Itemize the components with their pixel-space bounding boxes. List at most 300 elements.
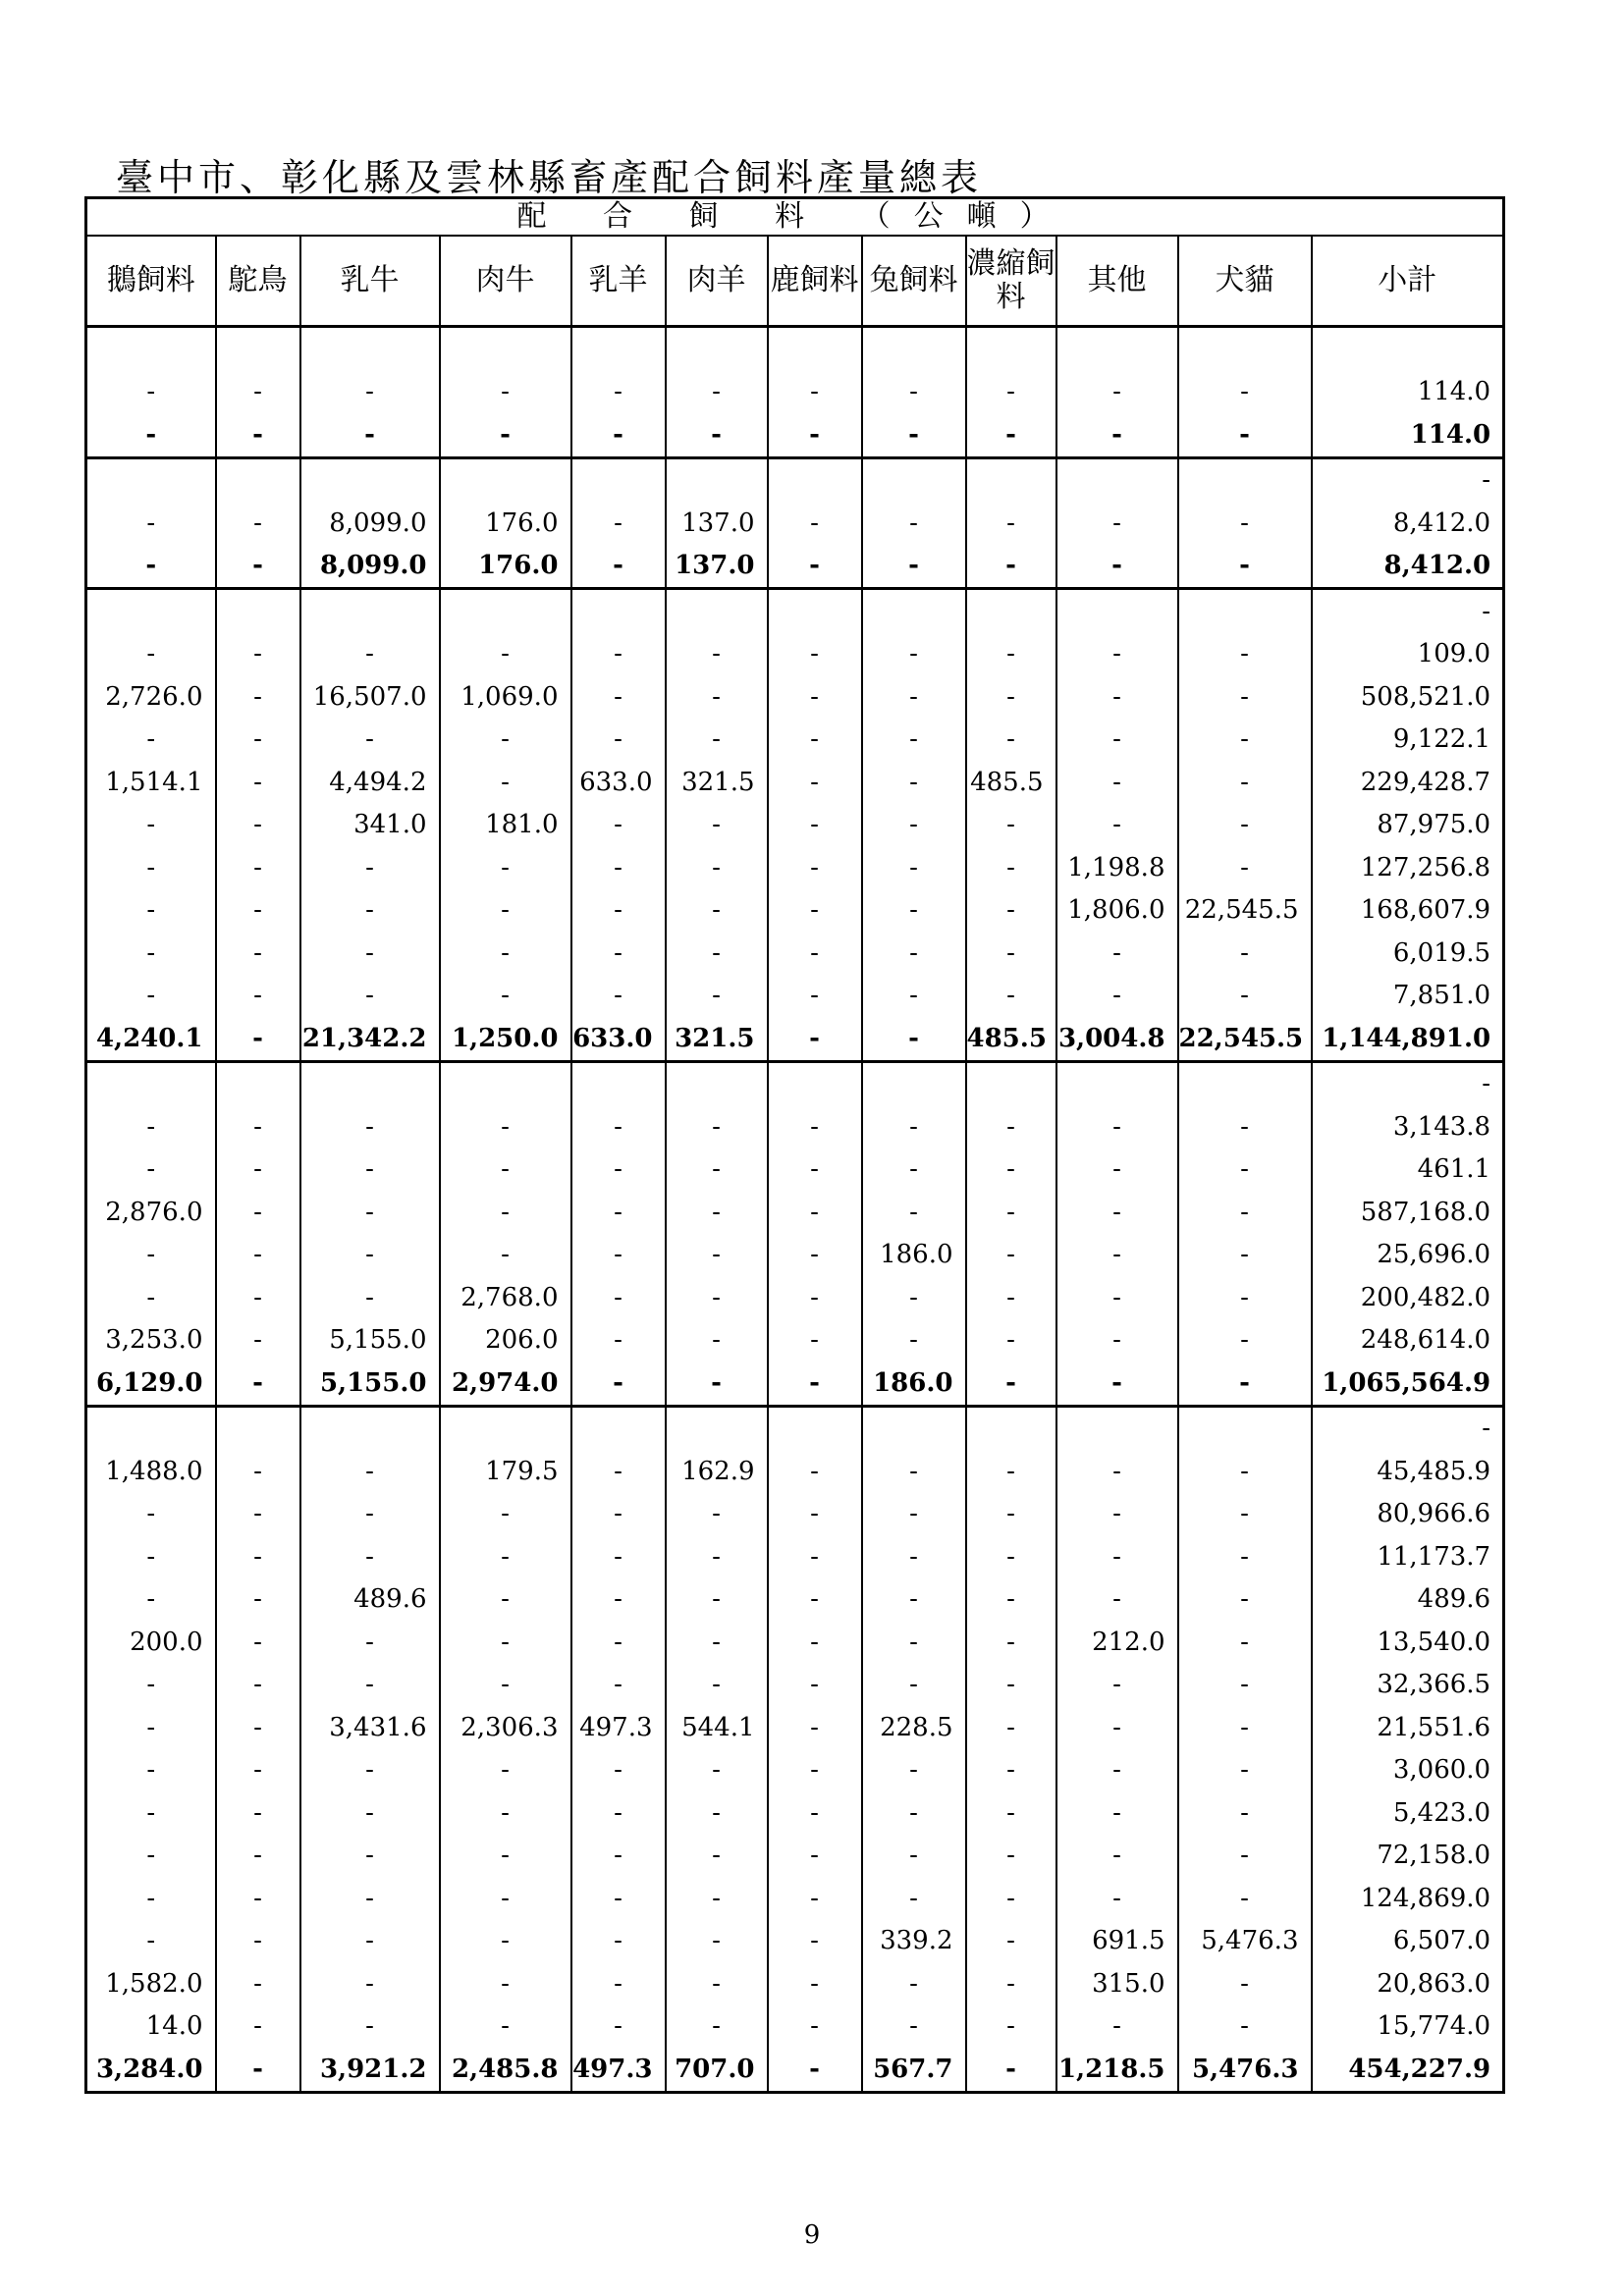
table-cell: - [216,633,300,676]
table-cell: 5,155.0 [300,1362,440,1406]
table-cell: - [1056,1535,1178,1578]
table-cell: - [300,1920,440,1963]
table-cell: - [768,1105,862,1148]
table-cell: - [768,1621,862,1664]
table-cell: 206.0 [440,1319,571,1362]
table-cell: - [966,1835,1056,1878]
table-cell: - [666,1835,768,1878]
table-cell: - [86,1234,216,1277]
table-cell: 1,065,564.9 [1312,1362,1504,1406]
table-cell: - [216,761,300,804]
table-cell: - [666,975,768,1018]
table-cell: - [440,1493,571,1536]
table-cell: - [1056,761,1178,804]
table-cell: - [216,1319,300,1362]
table-cell: - [300,1191,440,1234]
table-cell: - [966,719,1056,762]
table-cell: 2,768.0 [440,1276,571,1319]
table-cell: - [666,413,768,457]
table-cell: - [1178,1191,1312,1234]
table-cell: - [571,1362,666,1406]
table-cell: - [1056,1791,1178,1835]
table-cell: - [966,1877,1056,1920]
table-cell: 14.0 [86,2005,216,2049]
table-cell: - [571,1578,666,1622]
table-cell: - [86,889,216,933]
table-cell: 4,240.1 [86,1017,216,1061]
table-cell: 5,476.3 [1178,1920,1312,1963]
table-cell: - [1178,761,1312,804]
table-cell: - [571,2005,666,2049]
table-cell: - [216,1234,300,1277]
table-cell [1056,1406,1178,1450]
table-cell: 2,876.0 [86,1191,216,1234]
table-cell: - [666,1920,768,1963]
table-cell [862,589,966,633]
table-cell: - [86,846,216,889]
subtotal-row [86,413,1504,457]
table-cell: - [86,719,216,762]
table-row [86,1578,1504,1622]
table-cell: - [216,1664,300,1707]
table-cell: - [1056,545,1178,589]
table-cell: - [862,975,966,1018]
table-cell: - [966,889,1056,933]
table-cell [768,1406,862,1450]
table-cell: 485.5 [966,1017,1056,1061]
table-cell: 162.9 [666,1450,768,1493]
table-row [86,675,1504,719]
table-cell: - [768,1234,862,1277]
table-cell: 21,551.6 [1312,1706,1504,1749]
column-header-row [86,236,1504,327]
table-cell: - [1312,589,1504,633]
table-cell [571,327,666,371]
table-cell: - [571,1276,666,1319]
table-cell [1056,327,1178,371]
table-cell: - [1056,1493,1178,1536]
table-cell: - [862,846,966,889]
table-cell: - [440,1621,571,1664]
subtotal-row [86,1362,1504,1406]
table-cell: - [1056,502,1178,545]
table-cell: 137.0 [666,545,768,589]
table-cell: 1,069.0 [440,675,571,719]
table-cell [666,327,768,371]
table-cell: 3,004.8 [1056,1017,1178,1061]
table-cell: 168,607.9 [1312,889,1504,933]
table-cell: - [768,1578,862,1622]
table-cell: 8,099.0 [300,545,440,589]
column-header: 鵝飼料 [86,236,216,327]
table-cell: 13,540.0 [1312,1621,1504,1664]
table-cell: - [666,889,768,933]
table-cell: - [300,889,440,933]
table-cell: - [862,1450,966,1493]
table-cell: 1,806.0 [1056,889,1178,933]
table-cell: 1,514.1 [86,761,216,804]
table-cell: 176.0 [440,502,571,545]
table-cell: 2,485.8 [440,2048,571,2092]
table-cell: 1,250.0 [440,1017,571,1061]
column-header: 其他 [1056,236,1178,327]
table-cell: 16,507.0 [300,675,440,719]
table-row [86,457,1504,502]
table-cell: - [768,761,862,804]
table-cell: - [571,633,666,676]
table-cell [966,457,1056,502]
table-cell: - [862,1835,966,1878]
table-cell: - [216,1835,300,1878]
table-cell: - [666,1578,768,1622]
table-cell: - [440,1535,571,1578]
table-cell: - [1178,846,1312,889]
table-cell [1312,327,1504,371]
table-cell: - [1178,1535,1312,1578]
table-cell: - [1056,371,1178,414]
table-cell: - [571,1749,666,1792]
table-cell [571,1061,666,1105]
table-cell: - [966,371,1056,414]
table-cell: - [300,1749,440,1792]
table-cell: - [768,846,862,889]
table-cell [1178,1406,1312,1450]
table-cell: - [768,1749,862,1792]
table-cell: - [571,1791,666,1835]
table-cell: - [440,1578,571,1622]
table-cell: - [768,413,862,457]
table-cell: - [966,846,1056,889]
table-cell [300,589,440,633]
table-cell: - [86,1835,216,1878]
table-cell: - [768,804,862,847]
table-cell: - [966,1920,1056,1963]
table-cell: - [300,1105,440,1148]
table-cell [966,589,1056,633]
table-cell: - [666,1535,768,1578]
table-cell: - [1056,975,1178,1018]
column-header: 兔飼料 [862,236,966,327]
table-cell: - [216,1920,300,1963]
table-cell: 114.0 [1312,413,1504,457]
table-cell: - [966,1450,1056,1493]
table-cell: 1,218.5 [1056,2048,1178,2092]
table-cell: - [966,1578,1056,1622]
table-cell: - [216,1450,300,1493]
table-cell: - [440,1962,571,2005]
table-cell: - [86,1920,216,1963]
table-cell: - [440,413,571,457]
table-cell: - [440,1877,571,1920]
table-cell: - [1056,413,1178,457]
table-cell [440,1406,571,1450]
table-cell: - [571,1877,666,1920]
table-cell: - [768,932,862,975]
table-cell: 200.0 [86,1621,216,1664]
table-row [86,804,1504,847]
table-cell: - [768,1877,862,1920]
table-cell: - [666,1105,768,1148]
table-cell: - [666,1493,768,1536]
table-cell: - [216,1791,300,1835]
table-cell: - [768,1962,862,2005]
table-cell: 315.0 [1056,1962,1178,2005]
table-cell: - [966,1706,1056,1749]
table-cell [1056,589,1178,633]
table-cell: - [768,502,862,545]
table-body [86,327,1504,2093]
table-cell: - [768,975,862,1018]
table-cell: 127,256.8 [1312,846,1504,889]
table-cell: - [1178,1234,1312,1277]
table-cell: 1,198.8 [1056,846,1178,889]
table-cell: - [300,1962,440,2005]
table-cell [440,1061,571,1105]
table-cell: - [768,675,862,719]
table-cell: - [1178,1749,1312,1792]
table-cell: 3,284.0 [86,2048,216,2092]
table-cell: - [86,932,216,975]
table-cell [216,327,300,371]
table-cell: - [862,1621,966,1664]
table-cell: - [216,675,300,719]
table-cell: - [571,1962,666,2005]
table-cell: 5,423.0 [1312,1791,1504,1835]
table-cell: - [768,1493,862,1536]
table-cell: - [1178,413,1312,457]
table-cell: - [862,1148,966,1192]
table-cell: - [966,413,1056,457]
table-cell: - [666,932,768,975]
table-cell: - [571,804,666,847]
table-cell: 229,428.7 [1312,761,1504,804]
table-cell: - [1056,804,1178,847]
table-cell: 114.0 [1312,371,1504,414]
table-cell: - [768,1920,862,1963]
table-cell: 137.0 [666,502,768,545]
table-cell: - [1178,1493,1312,1536]
page-number: 9 [803,2220,821,2250]
table-cell: 124,869.0 [1312,1877,1504,1920]
table-cell: - [862,1017,966,1061]
table-cell: - [440,932,571,975]
table-cell: 489.6 [1312,1578,1504,1622]
table-cell: - [86,371,216,414]
table-cell: - [300,932,440,975]
table-cell: 1,144,891.0 [1312,1017,1504,1061]
table-cell: - [571,975,666,1018]
table-cell: - [966,1234,1056,1277]
table-cell: 3,253.0 [86,1319,216,1362]
table-cell: - [300,2005,440,2049]
table-row [86,1061,1504,1105]
table-cell: - [862,1791,966,1835]
table-cell [1178,457,1312,502]
table-cell: - [966,1148,1056,1192]
table-cell: - [216,975,300,1018]
table-cell [440,457,571,502]
table-cell: - [862,371,966,414]
table-cell: - [1056,1234,1178,1277]
table-cell: - [86,633,216,676]
table-row [86,1234,1504,1277]
table-cell: - [862,719,966,762]
table-cell: - [86,975,216,1018]
column-header: 鹿飼料 [768,236,862,327]
table-cell: - [862,761,966,804]
table-cell: - [216,1276,300,1319]
table-cell: - [666,1234,768,1277]
table-cell: - [216,1535,300,1578]
table-cell: - [571,371,666,414]
table-cell: - [216,371,300,414]
table-cell: - [216,502,300,545]
table-cell: 176.0 [440,545,571,589]
table-cell: - [440,1749,571,1792]
table-cell: - [216,846,300,889]
table-cell: - [966,502,1056,545]
table-cell: - [571,1148,666,1192]
table-cell: 181.0 [440,804,571,847]
table-cell: - [571,1664,666,1707]
table-cell: - [216,889,300,933]
table-cell [666,1061,768,1105]
table-cell [768,589,862,633]
table-cell [216,1061,300,1105]
table-cell: 1,488.0 [86,1450,216,1493]
table-cell: - [216,1148,300,1192]
table-cell: 3,431.6 [300,1706,440,1749]
table-cell: - [768,633,862,676]
table-cell: - [571,1493,666,1536]
table-cell: - [300,846,440,889]
column-header: 肉羊 [666,236,768,327]
table-row [86,1920,1504,1963]
table-cell: - [966,932,1056,975]
table-cell: - [966,975,1056,1018]
table-cell: - [862,545,966,589]
column-header: 鴕鳥 [216,236,300,327]
table-cell: - [966,1493,1056,1536]
table-cell: - [1178,371,1312,414]
table-cell: - [768,1664,862,1707]
table-cell: - [768,1362,862,1406]
table-cell [86,1406,216,1450]
table-cell: - [86,502,216,545]
table-cell: 109.0 [1312,633,1504,676]
table-cell [966,1406,1056,1450]
table-cell: - [966,2005,1056,2049]
table-cell: - [216,719,300,762]
table-cell: - [966,1319,1056,1362]
table-cell: - [1056,2005,1178,2049]
table-cell [862,1061,966,1105]
table-cell: - [1178,1319,1312,1362]
table-cell: - [862,932,966,975]
table-cell: - [440,1234,571,1277]
table-cell: - [86,1664,216,1707]
table-cell: 5,476.3 [1178,2048,1312,2092]
table-cell [1178,1061,1312,1105]
table-cell [86,327,216,371]
table-cell: - [1056,932,1178,975]
table-cell: - [768,1535,862,1578]
table-cell: - [966,1105,1056,1148]
table-cell: - [300,1835,440,1878]
table-cell: 8,099.0 [300,502,440,545]
table-cell: - [1178,1276,1312,1319]
table-cell: - [862,1877,966,1920]
table-cell: - [1178,1578,1312,1622]
table-cell: - [86,1276,216,1319]
table-cell [768,1061,862,1105]
table-cell: - [768,2048,862,2092]
table-cell: 21,342.2 [300,1017,440,1061]
table-cell: - [1056,1835,1178,1878]
table-row [86,1621,1504,1664]
table-cell: 567.7 [862,2048,966,2092]
table-cell: - [666,633,768,676]
table-cell: - [966,545,1056,589]
table-cell: - [216,1706,300,1749]
table-row [86,846,1504,889]
table-cell: - [768,1017,862,1061]
table-cell: - [966,1191,1056,1234]
table-row [86,1191,1504,1234]
table-cell [86,1061,216,1105]
table-cell: - [966,633,1056,676]
table-cell: - [1056,1191,1178,1234]
table-cell: - [768,1276,862,1319]
table-cell: - [1056,1319,1178,1362]
table-cell: 15,774.0 [1312,2005,1504,2049]
table-cell: - [862,1535,966,1578]
table-cell: 8,412.0 [1312,502,1504,545]
table-cell: - [86,1578,216,1622]
table-cell: 321.5 [666,761,768,804]
table-cell: - [1178,633,1312,676]
table-cell: - [300,1621,440,1664]
table-cell: - [216,932,300,975]
table-cell: - [666,1791,768,1835]
table-cell: - [1178,932,1312,975]
table-cell: 72,158.0 [1312,1835,1504,1878]
column-header: 犬貓 [1178,236,1312,327]
table-cell: - [966,1749,1056,1792]
table-cell: - [216,2005,300,2049]
table-cell: 200,482.0 [1312,1276,1504,1319]
table-cell: - [216,1362,300,1406]
table-cell: - [666,1191,768,1234]
table-cell: - [216,804,300,847]
table-cell: - [1178,502,1312,545]
table-cell: - [1312,457,1504,502]
table-row [86,1148,1504,1192]
table-row [86,1450,1504,1493]
table-cell: - [300,371,440,414]
table-cell: - [768,1706,862,1749]
table-cell: - [571,846,666,889]
table-cell: 9,122.1 [1312,719,1504,762]
table-cell: - [216,1191,300,1234]
table-row [86,1791,1504,1835]
table-cell [666,1406,768,1450]
table-cell: - [862,675,966,719]
table-cell: - [1178,1664,1312,1707]
table-row [86,1962,1504,2005]
table-cell [216,457,300,502]
column-header: 乳羊 [571,236,666,327]
